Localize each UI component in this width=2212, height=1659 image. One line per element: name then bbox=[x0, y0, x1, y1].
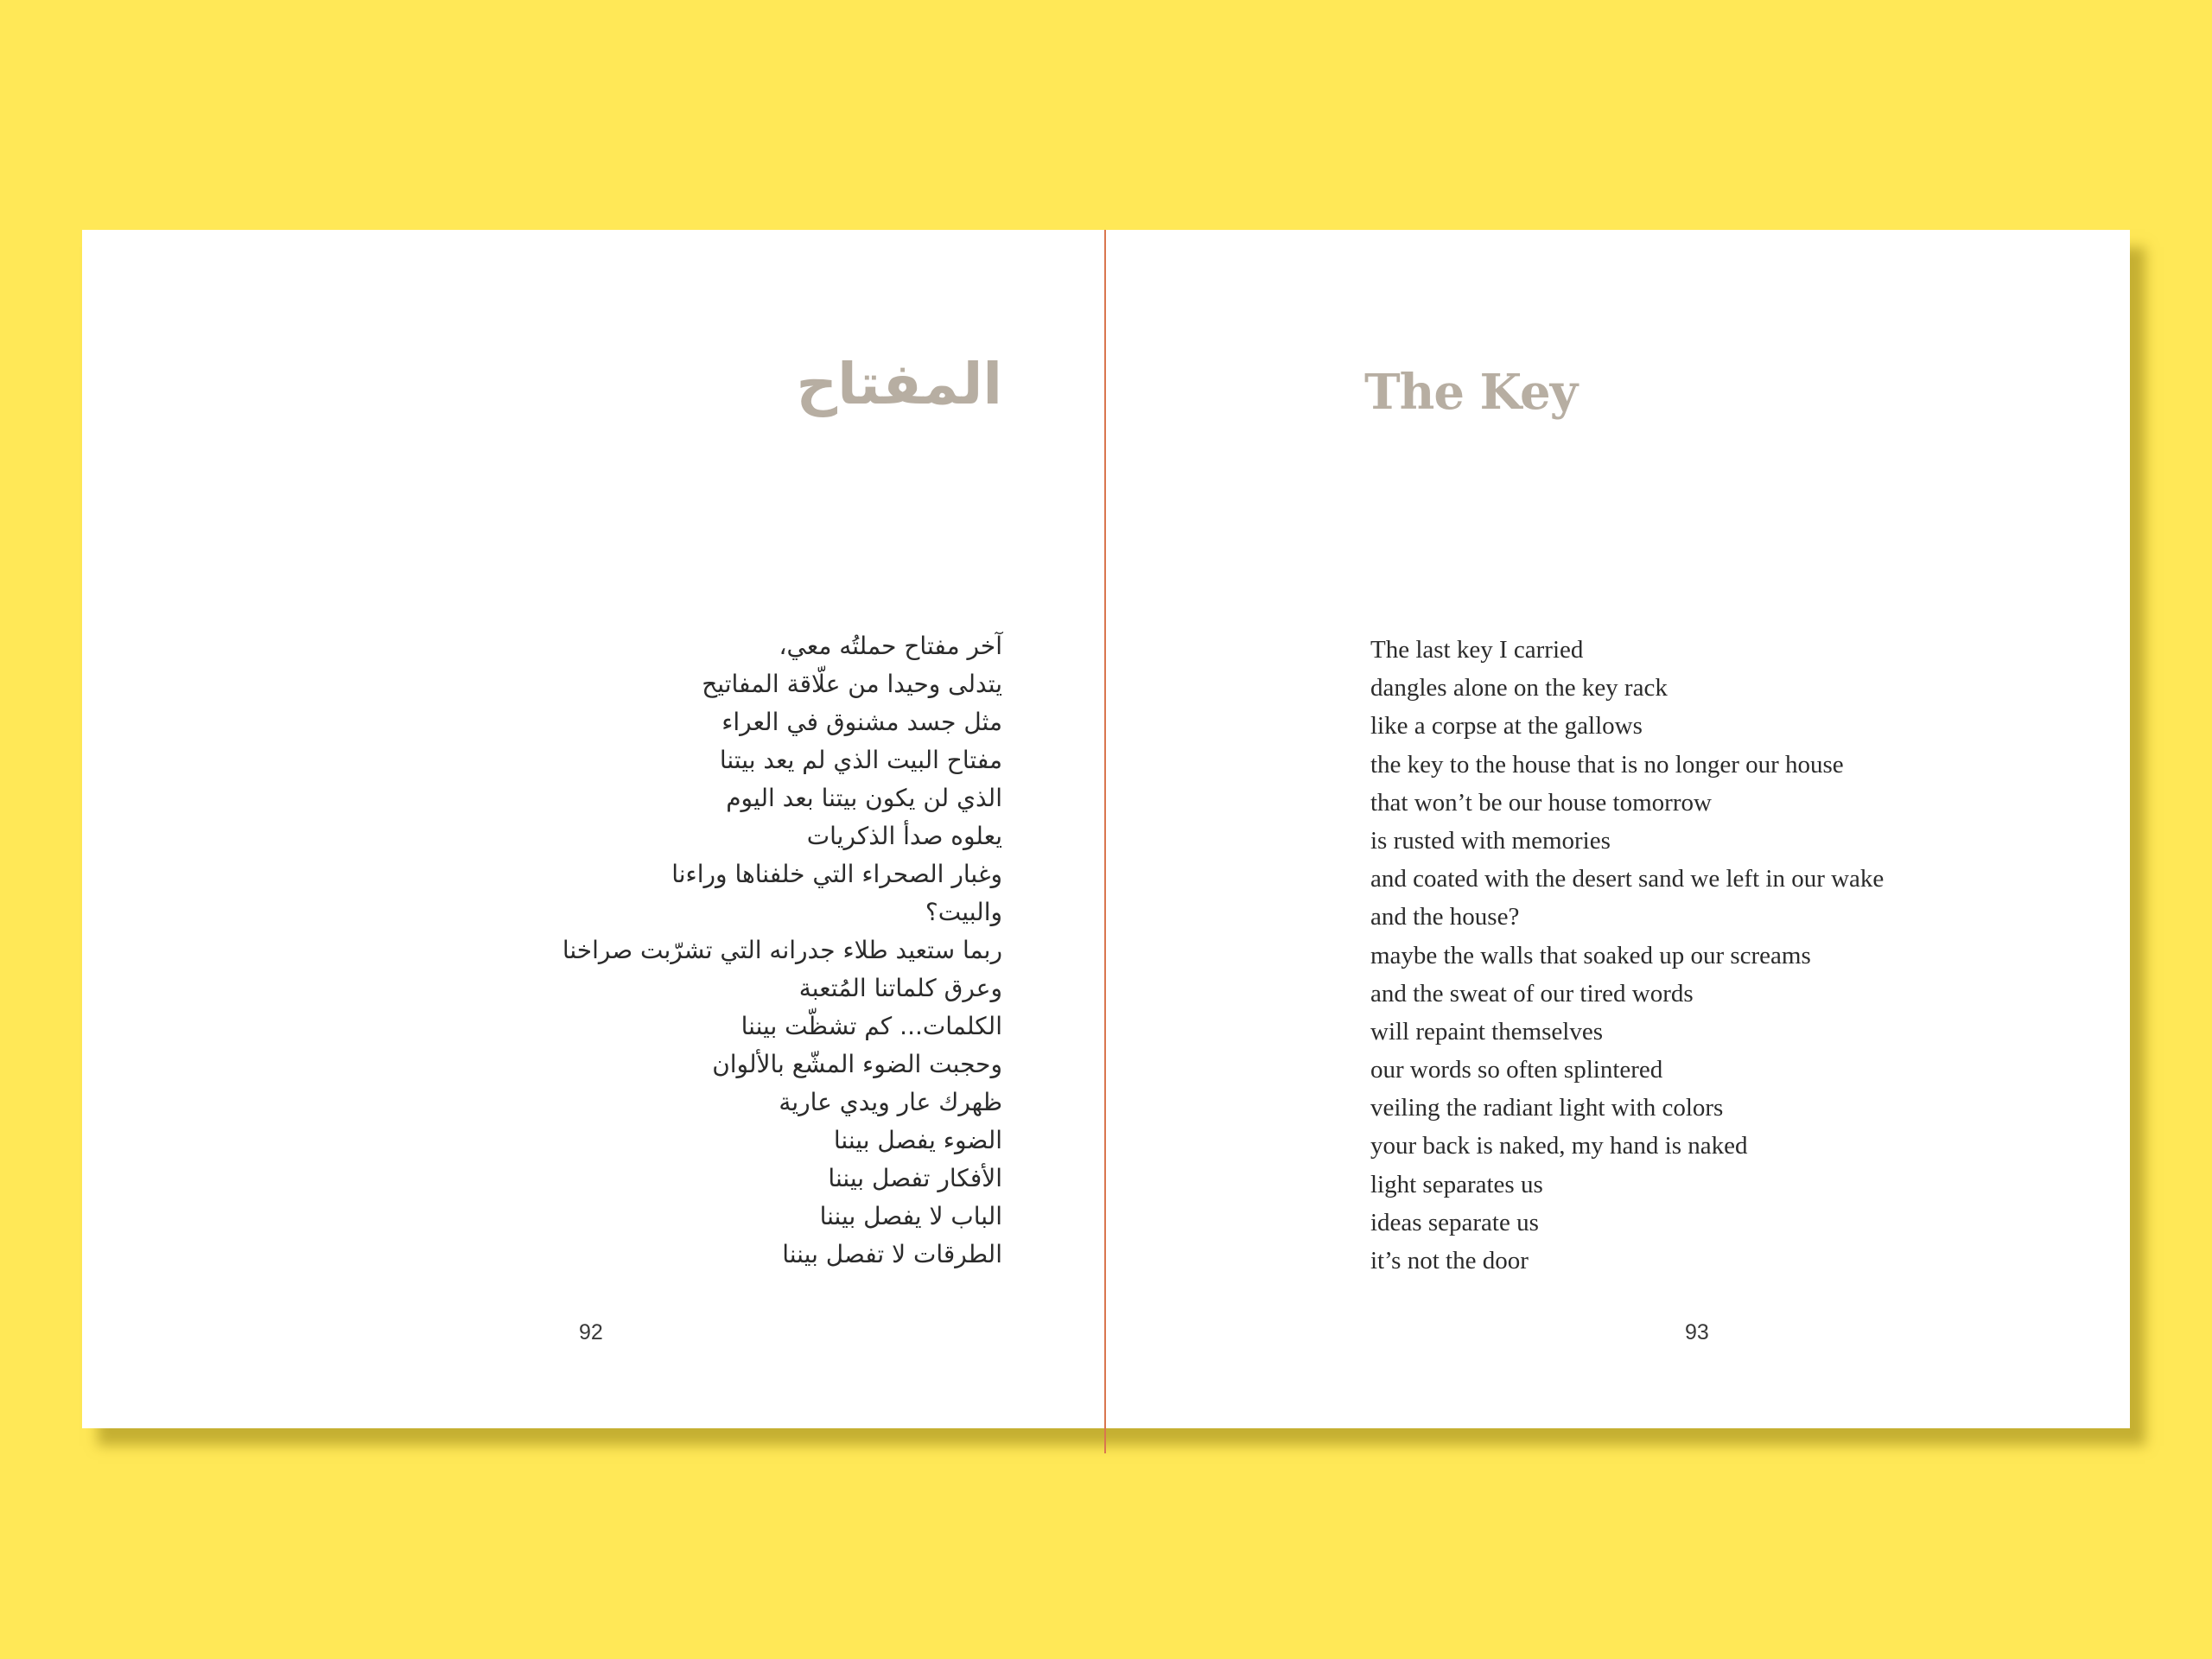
poem-line: الباب لا يفصل بيننا bbox=[819, 1202, 1002, 1230]
poem-line: your back is naked, my hand is naked bbox=[1370, 1132, 1748, 1160]
arabic-poem-text bbox=[563, 627, 1002, 1274]
poem-line: maybe the walls that soaked up our screams bbox=[1370, 941, 1811, 969]
poem-line: مفتاح البيت الذي لم يعد بيتنا bbox=[719, 746, 1002, 774]
poem-line: our words so often splintered bbox=[1370, 1056, 1663, 1084]
poem-line: وعرق كلماتنا المُتعبة bbox=[798, 974, 1002, 1002]
poem-line: الكلمات... كم تشظّت بيننا bbox=[741, 1012, 1002, 1040]
poem-line: والبيت؟ bbox=[925, 898, 1002, 926]
poem-line: ربما ستعيد طلاء جدرانه التي تشرّبت صراخنا bbox=[562, 936, 1002, 964]
poem-line: الطرقات لا تفصل بيننا bbox=[782, 1240, 1002, 1268]
right-page bbox=[1106, 230, 2130, 1428]
poem-line: that won’t be our house tomorrow bbox=[1370, 788, 1712, 817]
page-number: 92 bbox=[579, 1320, 603, 1344]
page-number: 93 bbox=[1685, 1320, 1709, 1344]
poem-line: it’s not the door bbox=[1370, 1247, 1529, 1274]
poem-line: الذي لن يكون بيتنا بعد اليوم bbox=[726, 784, 1002, 812]
poem-line: يعلوه صدأ الذكريات bbox=[806, 822, 1002, 850]
poem-line: like a corpse at the gallows bbox=[1370, 712, 1643, 741]
poem-line: light separates us bbox=[1370, 1170, 1543, 1198]
poem-line: ظهرك عار ويدي عارية bbox=[779, 1088, 1002, 1116]
poem-line: veiling the radiant light with colors bbox=[1370, 1094, 1724, 1122]
english-poem-text bbox=[1370, 631, 1884, 1280]
poem-line: الضوء يفصل بيننا bbox=[833, 1126, 1002, 1154]
poem-line: وحجبت الضوء المشّع بالألوان bbox=[712, 1050, 1002, 1078]
arabic-poem-title: المفتاح bbox=[796, 351, 1002, 417]
poem-line: يتدلى وحيدا من علّاقة المفاتيح bbox=[702, 670, 1002, 698]
poem-line: is rusted with memories bbox=[1370, 826, 1611, 855]
book-spread bbox=[82, 230, 2130, 1428]
poem-line: The last key I carried bbox=[1370, 636, 1584, 664]
poem-line: and the sweat of our tired words bbox=[1370, 979, 1694, 1007]
poem-line: مثل جسد مشنوق في العراء bbox=[721, 708, 1002, 736]
english-poem-title: The Key bbox=[1364, 364, 1578, 421]
poem-line: and coated with the desert sand we left in our wake bbox=[1370, 865, 1885, 893]
left-page bbox=[82, 230, 1104, 1428]
poem-line: الأفكار تفصل بيننا bbox=[828, 1164, 1002, 1192]
poem-line: ideas separate us bbox=[1370, 1208, 1539, 1236]
poem-line: will repaint themselves bbox=[1370, 1017, 1603, 1046]
poem-line: آخر مفتاح حملتُه معي، bbox=[779, 632, 1002, 660]
poem-line: dangles alone on the key rack bbox=[1370, 674, 1668, 702]
poem-line: and the house? bbox=[1370, 903, 1520, 931]
poem-line: the key to the house that is no longer our house bbox=[1370, 750, 1844, 779]
poem-line: وغبار الصحراء التي خلفناها وراءنا bbox=[671, 860, 1002, 888]
